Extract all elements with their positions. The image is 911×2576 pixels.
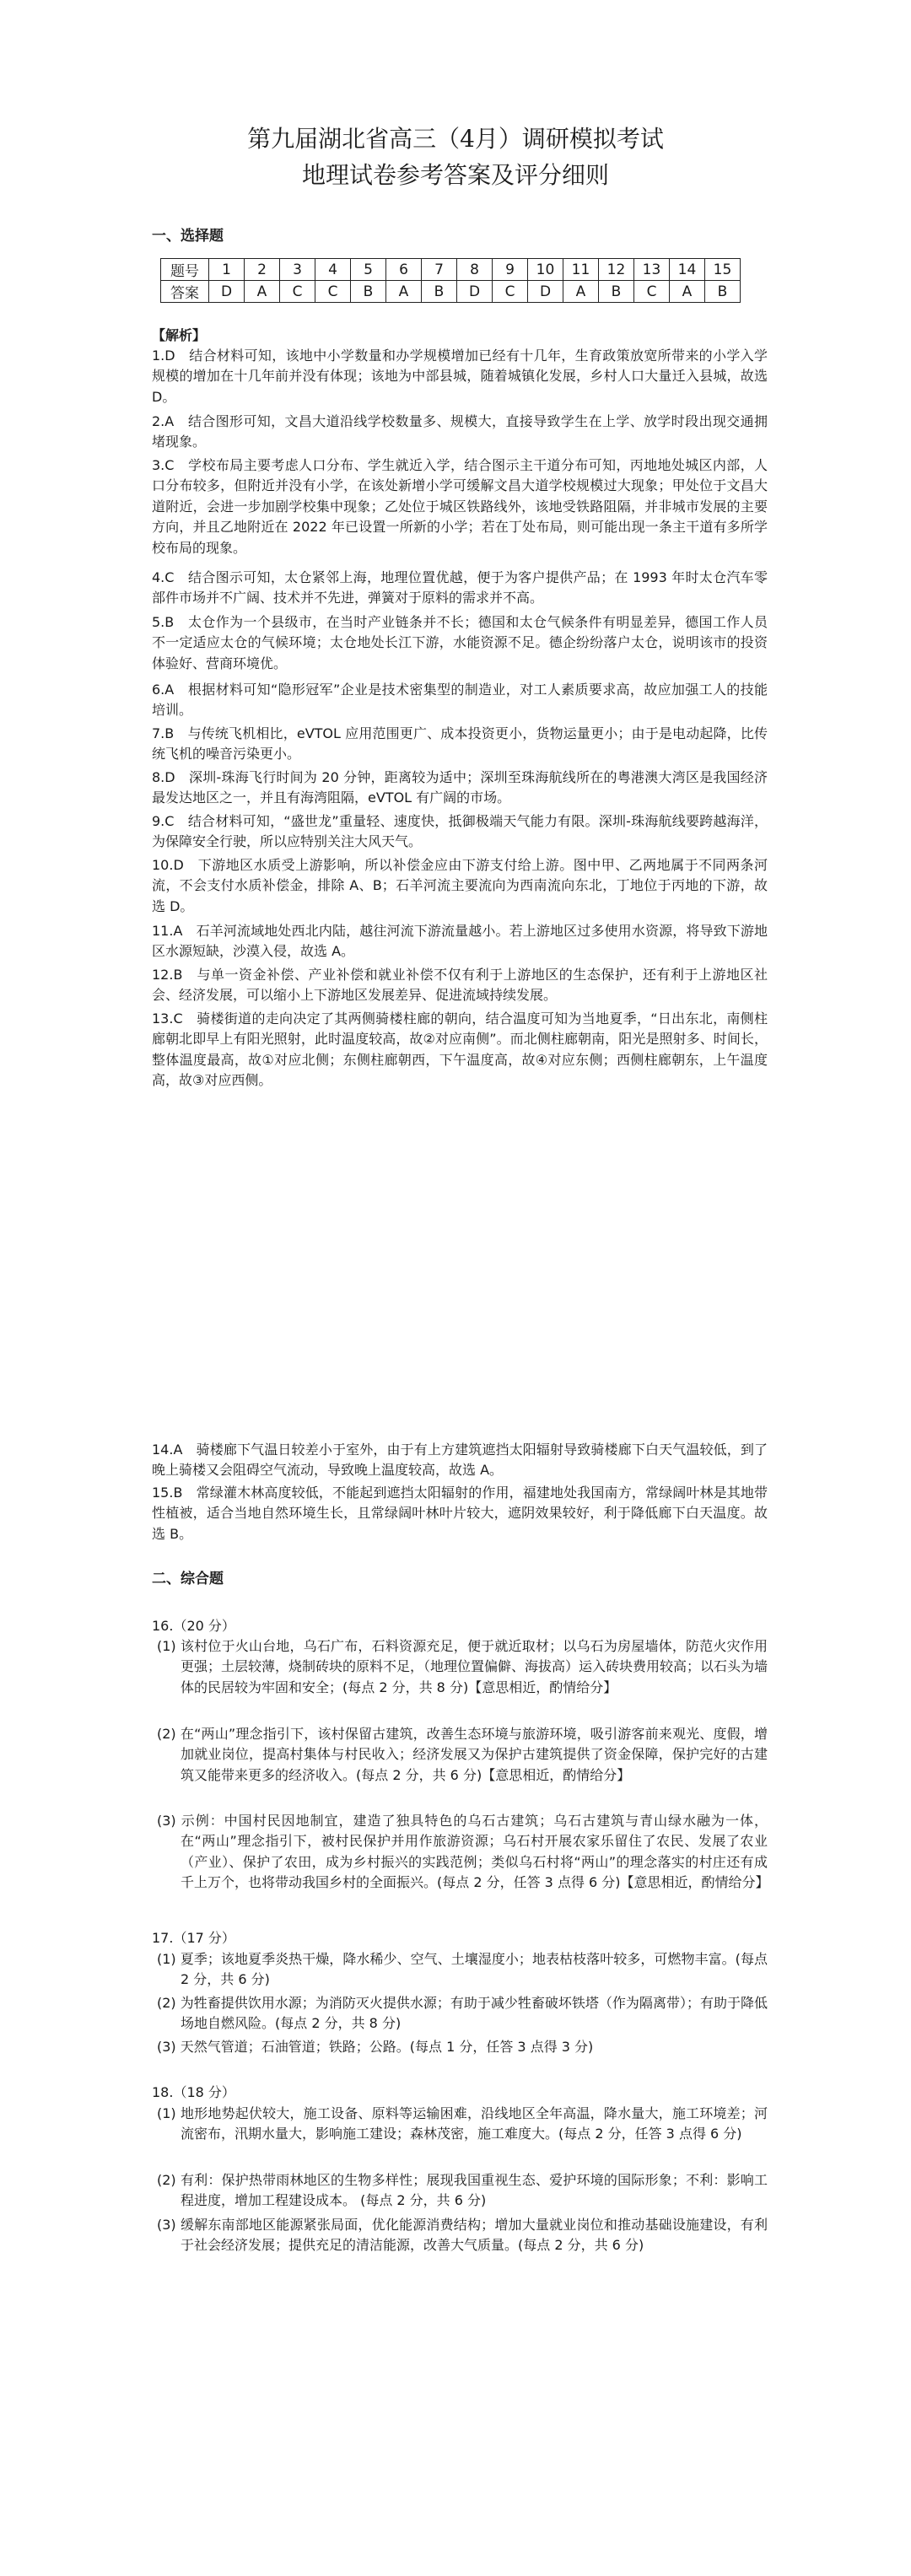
analysis-item-9: 9.C 结合材料可知，“盛世龙”重量轻、速度快，抵御极端天气能力有限。深圳-珠海航线要跨越海洋，为保障安全行驶，所以应特别关注大风天气。 bbox=[152, 813, 768, 850]
analysis-item-4: 4.C 结合图示可知，太仓紧邻上海，地理位置优越，便于为客户提供产品；在 1993 年时太仓汽车零部件市场并不广阔、技术并不先进，弹簧对于原料的需求并不高。 bbox=[152, 569, 768, 606]
question-16-item-1: (1) 该村位于火山台地，乌石广布，石料资源充足，便于就近取材；以乌石为房屋墙体，防范火灾作用更强；土层较薄，烧制砖块的原料不足，（地理位置偏僻、海拔高）运入砖块费用较高；以石头为墙体的民居较为牢固和安全；(每点 2 分，共 8 分)【意思相近，酌情给分】 bbox=[157, 1638, 768, 1695]
analysis-item-14: 14.A 骑楼廊下气温日较差小于室外，由于有上方建筑遮挡太阳辐射导致骑楼廊下白天气温较低，到了晚上骑楼又会阻碍空气流动，导致晚上温度较高，故选 A。 bbox=[152, 1442, 768, 1479]
question-number: 4 bbox=[315, 259, 351, 281]
section-heading-choice: 一、选择题 bbox=[152, 228, 224, 245]
table-row-answers bbox=[161, 281, 741, 303]
analysis-item-12: 12.B 与单一资金补偿、产业补偿和就业补偿不仅有利于上游地区的生态保护，还有利于上游地区社会、经济发展，可以缩小上下游地区发展差异、促进流域持续发展。 bbox=[152, 967, 768, 1004]
analysis-item-7: 7.B 与传统飞机相比，eVTOL 应用范围更广、成本投资更小，货物运量更小；由于是电动起降，比传统飞机的噪音污染更小。 bbox=[152, 725, 768, 763]
question-number: 8 bbox=[457, 259, 493, 281]
answer-cell: D bbox=[209, 281, 245, 303]
analysis-item-10: 10.D 下游地区水质受上游影响，所以补偿金应由下游支付给上游。图中甲、乙两地属于不同两条河流，不会支付水质补偿金，排除 A、B；石羊河流主要流向为西南流向东北，丁地位于丙地的下游，故选 D。 bbox=[152, 857, 768, 914]
question-17-header: 17.（17 分） bbox=[152, 1930, 235, 1946]
title-line-2: 地理试卷参考答案及评分细则 bbox=[301, 161, 609, 189]
answer-cell: C bbox=[280, 281, 315, 303]
answer-cell: B bbox=[599, 281, 634, 303]
question-number: 10 bbox=[528, 259, 563, 281]
answer-cell: A bbox=[386, 281, 422, 303]
analysis-item-15: 15.B 常绿灌木林高度较低，不能起到遮挡太阳辐射的作用，福建地处我国南方，常绿阔叶林是其地带性植被，适合当地自然环境生长，且常绿阔叶林叶片较大，遮阴效果较好，利于降低廊下白天温度。故选 B。 bbox=[152, 1485, 768, 1542]
question-number: 3 bbox=[280, 259, 315, 281]
answer-cell: B bbox=[705, 281, 741, 303]
answer-cell: B bbox=[422, 281, 457, 303]
analysis-item-11: 11.A 石羊河流域地处西北内陆，越往河流下游流量越小。若上游地区过多使用水资源，将导致下游地区水源短缺，沙漠入侵，故选 A。 bbox=[152, 923, 768, 960]
question-number: 1 bbox=[209, 259, 245, 281]
answer-cell: C bbox=[315, 281, 351, 303]
answer-table bbox=[160, 258, 741, 303]
question-18-item-2: (2) 有利：保护热带雨林地区的生物多样性；展现我国重视生态、爱护环境的国际形象；不利：影响工程进度，增加工程建设成本。 (每点 2 分，共 6 分) bbox=[157, 2172, 768, 2209]
question-18-item-1: (1) 地形地势起伏较大，施工设备、原料等运输困难，沿线地区全年高温，降水量大，施工环境差；河流密布，汛期水量大，影响施工建设；森林茂密，施工难度大。(每点 2 分，任答 3 点得 6 分) bbox=[157, 2105, 768, 2142]
question-number: 14 bbox=[670, 259, 705, 281]
question-number: 12 bbox=[599, 259, 634, 281]
table-row-numbers bbox=[161, 259, 741, 281]
answer-cell: D bbox=[528, 281, 563, 303]
analysis-item-6: 6.A 根据材料可知“隐形冠军”企业是技术密集型的制造业，对工人素质要求高，故应加强工人的技能培训。 bbox=[152, 682, 768, 719]
analysis-item-3: 3.C 学校布局主要考虑人口分布、学生就近入学，结合图示主干道分布可知，丙地地处城区内部，人口分布较多，但附近并没有小学，在该处新增小学可缓解文昌大道学校规模过大现象；甲处位于文昌大道附近，会进一步加剧学校集中现象；乙处位于城区铁路线外，该地受铁路阻隔，并非城市发展的主要方向，并且乙地附近在 2022 年已设置一所新的小学；若在丁处布局，则可能出现一条主干道有多所学校布局的现象。 bbox=[152, 457, 768, 556]
question-18-header: 18.（18 分） bbox=[152, 2084, 235, 2100]
question-number: 9 bbox=[493, 259, 528, 281]
table-row-label: 题号 bbox=[161, 259, 209, 281]
analysis-tag: 【解析】 bbox=[152, 327, 207, 343]
question-16-item-3: (3) 示例：中国村民因地制宜，建造了独具特色的乌石古建筑；乌石古建筑与青山绿水融为一体，在“两山”理念指引下，被村民保护并用作旅游资源；乌石村开展农家乐留住了农民、发展了农业（产业）、保护了农田，成为乡村振兴的实践范例；类似乌石村将“两山”的理念落实的村庄还有成千上万个，也将带动我国乡村的全面振兴。(每点 2 分，任答 3 点得 6 分)【意思相近，酌情给分】 bbox=[157, 1813, 769, 1891]
question-number: 6 bbox=[386, 259, 422, 281]
title-line-1: 第九届湖北省高三（4月）调研模拟考试 bbox=[247, 125, 664, 153]
question-17-item-1: (1) 夏季；该地夏季炎热干燥，降水稀少、空气、土壤湿度小；地表枯枝落叶较多，可燃物丰富。(每点 2 分，共 6 分) bbox=[157, 1951, 768, 1988]
question-number: 15 bbox=[705, 259, 741, 281]
analysis-item-8: 8.D 深圳-珠海飞行时间为 20 分钟，距离较为适中；深圳至珠海航线所在的粤港澳大湾区是我国经济最发达地区之一，并且有海湾阻隔，eVTOL 有广阔的市场。 bbox=[152, 769, 768, 806]
question-number: 7 bbox=[422, 259, 457, 281]
question-17-item-2: (2) 为牲畜提供饮用水源；为消防灭火提供水源；有助于减少牲畜破坏铁塔（作为隔离带）；有助于降低场地自燃风险。(每点 2 分，共 8 分) bbox=[157, 1995, 768, 2032]
answer-cell: C bbox=[493, 281, 528, 303]
question-17-item-3: (3) 天然气管道；石油管道；铁路；公路。(每点 1 分，任答 3 点得 3 分) bbox=[157, 2039, 594, 2055]
analysis-item-1: 1.D 结合材料可知，该地中小学数量和办学规模增加已经有十几年，生育政策放宽所带来的小学入学规模的增加在十几年前并没有体现；该地为中部县城，随着城镇化发展，乡村人口大量迁入县城，故选 D。 bbox=[152, 348, 768, 405]
analysis-item-2: 2.A 结合图形可知，文昌大道沿线学校数量多、规模大，直接导致学生在上学、放学时段出现交通拥堵现象。 bbox=[152, 413, 768, 450]
question-number: 13 bbox=[634, 259, 670, 281]
answer-cell: B bbox=[351, 281, 386, 303]
section-heading-comprehensive: 二、综合题 bbox=[152, 1571, 224, 1587]
table-row-label: 答案 bbox=[161, 281, 209, 303]
question-number: 5 bbox=[351, 259, 386, 281]
question-number: 11 bbox=[563, 259, 599, 281]
answer-cell: C bbox=[634, 281, 670, 303]
question-number: 2 bbox=[245, 259, 280, 281]
question-18-item-3: (3) 缓解东南部地区能源紧张局面，优化能源消费结构；增加大量就业岗位和推动基础设施建设，有利于社会经济发展；提供充足的清洁能源，改善大气质量。(每点 2 分，共 6 分) bbox=[157, 2217, 768, 2254]
answer-cell: A bbox=[563, 281, 599, 303]
answer-cell: A bbox=[670, 281, 705, 303]
question-16-header: 16.（20 分） bbox=[152, 1618, 235, 1634]
analysis-item-5: 5.B 太仓作为一个县级市，在当时产业链条并不长；德国和太仓气候条件有明显差异，德国工作人员不一定适应太仓的气候环境；太仓地处长江下游，水能资源不足。德企纷纷落户太仓，说明该市的投资体验好、营商环境优。 bbox=[152, 614, 768, 671]
question-16-item-2: (2) 在“两山”理念指引下，该村保留古建筑，改善生态环境与旅游环境，吸引游客前来观光、度假，增加就业岗位，提高村集体与村民收入；经济发展又为保护古建筑提供了资金保障，保护完好的古建筑又能带来更多的经济收入。(每点 2 分，共 6 分)【意思相近，酌情给分】 bbox=[157, 1726, 768, 1783]
answer-cell: D bbox=[457, 281, 493, 303]
analysis-item-13: 13.C 骑楼街道的走向决定了其两侧骑楼柱廊的朝向，结合温度可知为当地夏季，“日出东北，南侧柱廊朝北即早上有阳光照射，此时温度较高，故②对应南侧”。而北侧柱廊朝南，阳光是照射多、时间长，整体温度最高，故①对应北侧；东侧柱廊朝西，下午温度高，故④对应东侧；西侧柱廊朝东，上午温度高，故③对应西侧。 bbox=[152, 1010, 768, 1089]
answer-cell: A bbox=[245, 281, 280, 303]
